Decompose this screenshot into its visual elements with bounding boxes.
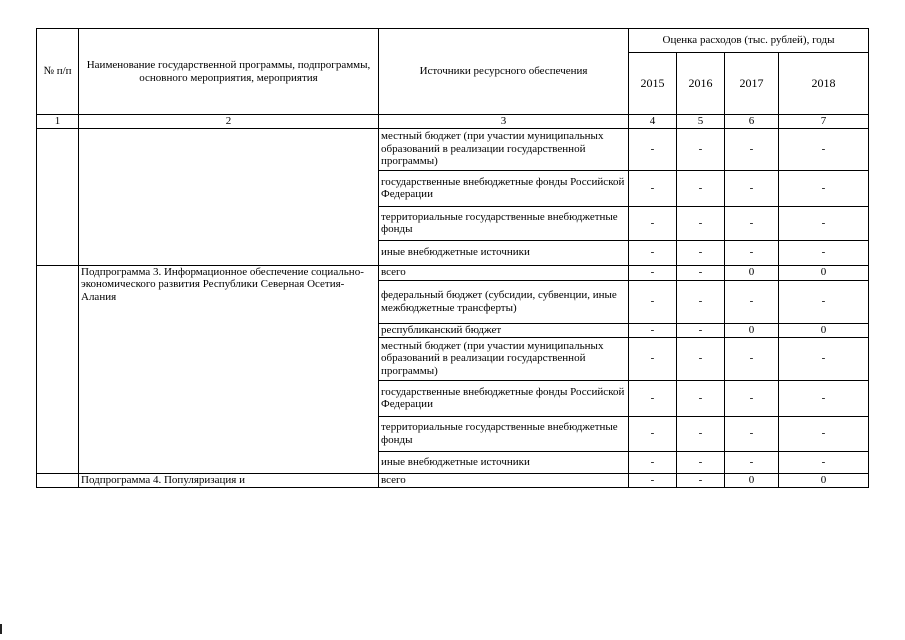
- value-cell: -: [629, 451, 677, 473]
- value-cell: -: [629, 473, 677, 487]
- value-cell: -: [725, 170, 779, 206]
- value-cell: -: [677, 280, 725, 323]
- value-cell: -: [677, 170, 725, 206]
- table-row: [37, 473, 869, 487]
- header-num: № п/п: [37, 29, 79, 115]
- value-cell: -: [779, 380, 869, 416]
- budget-table: [36, 28, 869, 488]
- value-cell: 0: [725, 473, 779, 487]
- value-cell: -: [725, 280, 779, 323]
- value-cell: -: [725, 128, 779, 170]
- column-number: 6: [725, 115, 779, 129]
- scan-edge-mark: [0, 624, 2, 634]
- value-cell: -: [677, 380, 725, 416]
- value-cell: -: [779, 240, 869, 265]
- value-cell: 0: [725, 265, 779, 280]
- value-cell: -: [677, 265, 725, 280]
- value-cell: -: [629, 240, 677, 265]
- source-cell: республиканский бюджет: [379, 323, 629, 337]
- column-number: 7: [779, 115, 869, 129]
- source-cell: государственные внебюджетные фонды Российской Федерации: [379, 380, 629, 416]
- year-header: 2018: [779, 53, 869, 115]
- value-cell: -: [725, 240, 779, 265]
- source-cell: территориальные государственные внебюджетные фонды: [379, 416, 629, 451]
- value-cell: -: [677, 451, 725, 473]
- year-header: 2016: [677, 53, 725, 115]
- source-cell: всего: [379, 265, 629, 280]
- value-cell: -: [779, 170, 869, 206]
- value-cell: -: [779, 451, 869, 473]
- row-number-cell: [37, 265, 79, 473]
- column-number: 4: [629, 115, 677, 129]
- value-cell: -: [629, 280, 677, 323]
- value-cell: -: [677, 206, 725, 240]
- value-cell: -: [677, 128, 725, 170]
- column-number: 1: [37, 115, 79, 129]
- value-cell: 0: [779, 265, 869, 280]
- value-cell: -: [779, 416, 869, 451]
- value-cell: -: [629, 206, 677, 240]
- source-cell: федеральный бюджет (субсидии, субвенции, иные межбюджетные трансферты): [379, 280, 629, 323]
- source-cell: иные внебюджетные источники: [379, 451, 629, 473]
- value-cell: -: [677, 416, 725, 451]
- year-header: 2015: [629, 53, 677, 115]
- value-cell: -: [725, 416, 779, 451]
- value-cell: -: [725, 206, 779, 240]
- header-name: Наименование государственной программы, подпрограммы, основного мероприятия, мероприятия: [79, 29, 379, 115]
- value-cell: -: [779, 280, 869, 323]
- program-name-cell: [79, 128, 379, 265]
- value-cell: -: [677, 323, 725, 337]
- value-cell: -: [779, 206, 869, 240]
- value-cell: -: [677, 473, 725, 487]
- table-row: [37, 265, 869, 280]
- source-cell: всего: [379, 473, 629, 487]
- value-cell: -: [725, 451, 779, 473]
- source-cell: территориальные государственные внебюджетные фонды: [379, 206, 629, 240]
- value-cell: 0: [779, 473, 869, 487]
- value-cell: -: [629, 337, 677, 380]
- value-cell: -: [725, 337, 779, 380]
- row-number-cell: [37, 473, 79, 487]
- value-cell: -: [779, 128, 869, 170]
- value-cell: -: [629, 416, 677, 451]
- value-cell: -: [725, 380, 779, 416]
- value-cell: -: [629, 170, 677, 206]
- subprogram-name: Подпрограмма 3. Информационное обеспечение социально-экономического развития Республики Северная Осетия-Алания: [79, 265, 379, 473]
- value-cell: -: [629, 323, 677, 337]
- value-cell: 0: [779, 323, 869, 337]
- column-number: 3: [379, 115, 629, 129]
- header-estimate: Оценка расходов (тыс. рублей), годы: [629, 29, 869, 53]
- value-cell: -: [677, 337, 725, 380]
- row-number-cell: [37, 128, 79, 265]
- value-cell: -: [677, 240, 725, 265]
- header-sources: Источники ресурсного обеспечения: [379, 29, 629, 115]
- year-header: 2017: [725, 53, 779, 115]
- value-cell: -: [629, 380, 677, 416]
- source-cell: местный бюджет (при участии муниципальных образований в реализации государственной программы): [379, 128, 629, 170]
- value-cell: -: [629, 265, 677, 280]
- source-cell: местный бюджет (при участии муниципальных образований в реализации государственной программы): [379, 337, 629, 380]
- source-cell: иные внебюджетные источники: [379, 240, 629, 265]
- table-row: [37, 128, 869, 170]
- column-number: 5: [677, 115, 725, 129]
- value-cell: 0: [725, 323, 779, 337]
- source-cell: государственные внебюджетные фонды Российской Федерации: [379, 170, 629, 206]
- value-cell: -: [779, 337, 869, 380]
- subprogram-name: Подпрограмма 4. Популяризация и: [79, 473, 379, 487]
- column-number: 2: [79, 115, 379, 129]
- value-cell: -: [629, 128, 677, 170]
